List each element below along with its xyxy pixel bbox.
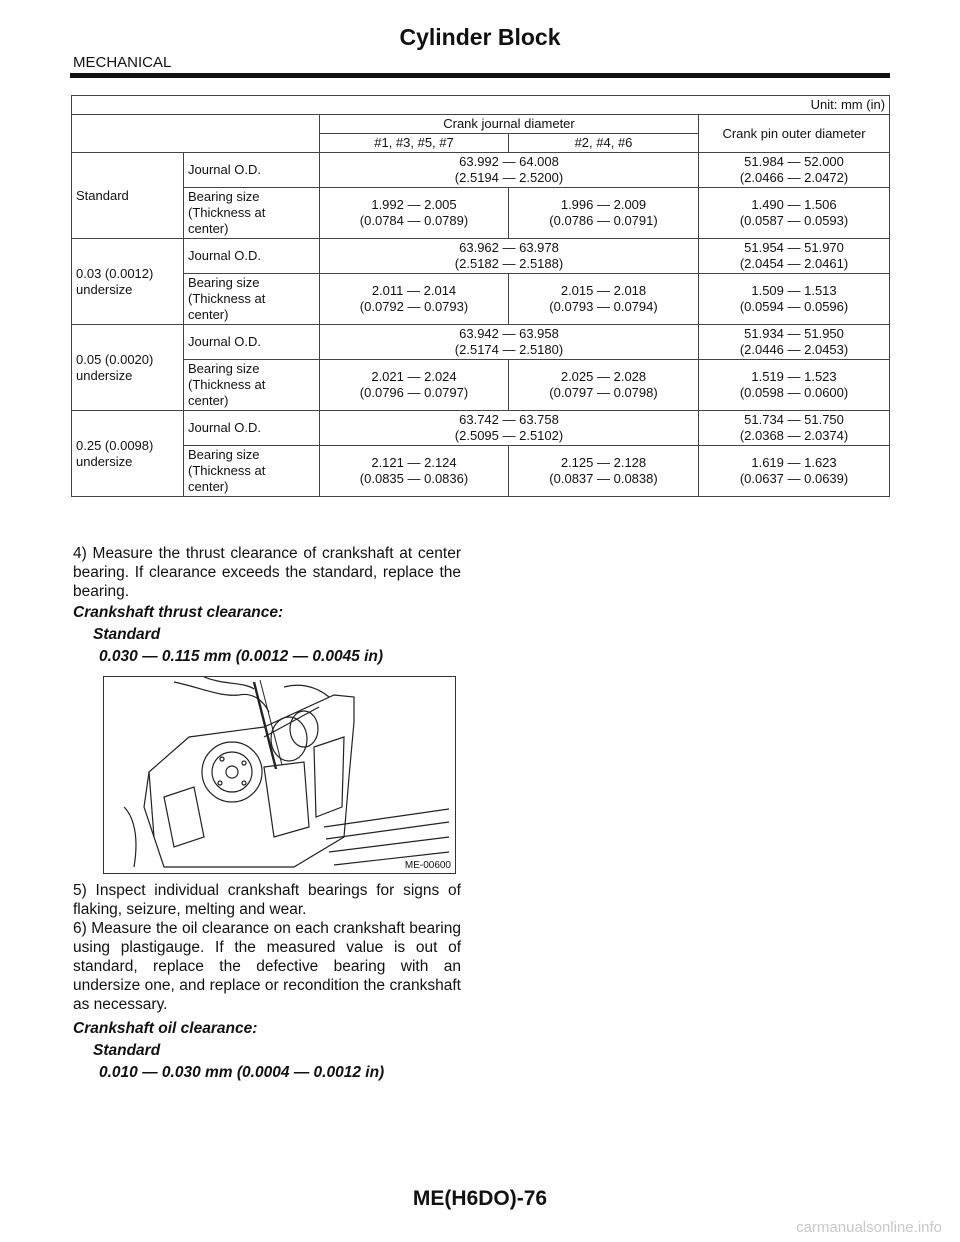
section-name: MECHANICAL — [73, 54, 172, 71]
table-row — [72, 274, 890, 325]
journal-even-value: 2.025 — 2.028 (0.0797 — 0.0798) — [509, 360, 699, 411]
crank-pin-value: 1.519 — 1.523 (0.0598 — 0.0600) — [699, 360, 890, 411]
watermark-text: carmanualsonline.info — [796, 1219, 942, 1236]
bearing-spec-table — [71, 95, 890, 497]
journal-even-value: 2.125 — 2.128 (0.0837 — 0.0838) — [509, 446, 699, 497]
journal-even-value: 1.996 — 2.009 (0.0786 — 0.0791) — [509, 188, 699, 239]
header-blank — [72, 115, 320, 153]
crank-pin-value: 1.509 — 1.513 (0.0594 — 0.0596) — [699, 274, 890, 325]
page-number: ME(H6DO)-76 — [412, 1187, 548, 1210]
measurement-name: Bearing size (Thickness at center) — [184, 274, 320, 325]
journal-value: 63.742 — 63.758 (2.5095 — 2.5102) — [320, 411, 699, 446]
header-crank-pin: Crank pin outer diameter — [699, 115, 890, 153]
journal-odd-value: 2.011 — 2.014 (0.0792 — 0.0793) — [320, 274, 509, 325]
thrust-standard-value: 0.030 — 0.115 mm (0.0012 — 0.0045 in) — [99, 648, 384, 665]
crank-pin-value: 51.954 — 51.970 (2.0454 — 2.0461) — [699, 239, 890, 274]
header-rule — [70, 73, 890, 78]
step-6-text: 6) Measure the oil clearance on each crankshaft bearing using plastigauge. If the measured value is out of standard, replace the defective bearing with an undersize one, and replace or recondition the crankshaft as necessary. — [73, 920, 461, 1013]
journal-even-value: 2.015 — 2.018 (0.0793 — 0.0794) — [509, 274, 699, 325]
crank-pin-value: 1.619 — 1.623 (0.0637 — 0.0639) — [699, 446, 890, 497]
crank-pin-value: 51.934 — 51.950 (2.0446 — 2.0453) — [699, 325, 890, 360]
journal-value: 63.942 — 63.958 (2.5174 — 2.5180) — [320, 325, 699, 360]
size-class-label: 0.25 (0.0098) undersize — [72, 411, 184, 497]
table-row — [72, 325, 890, 360]
journal-odd-value: 2.121 — 2.124 (0.0835 — 0.0836) — [320, 446, 509, 497]
size-class-label: 0.05 (0.0020) undersize — [72, 325, 184, 411]
oil-standard-label: Standard — [93, 1042, 161, 1059]
crank-pin-value: 1.490 — 1.506 (0.0587 — 0.0593) — [699, 188, 890, 239]
journal-value: 63.962 — 63.978 (2.5182 — 2.5188) — [320, 239, 699, 274]
unit-label: Unit: mm (in) — [72, 96, 890, 115]
measurement-name: Journal O.D. — [184, 239, 320, 274]
crankshaft-illustration — [104, 677, 455, 873]
page-title: Cylinder Block — [399, 24, 561, 50]
unit-row — [72, 96, 890, 115]
header-journal-even: #2, #4, #6 — [509, 134, 699, 153]
header-row-1 — [72, 115, 890, 134]
figure-code: ME-00600 — [404, 860, 451, 871]
step-4-text: 4) Measure the thrust clearance of crankshaft at center bearing. If clearance exceeds the standard, replace the bearing. — [73, 545, 461, 600]
table-row — [72, 446, 890, 497]
journal-odd-value: 1.992 — 2.005 (0.0784 — 0.0789) — [320, 188, 509, 239]
measurement-name: Bearing size (Thickness at center) — [184, 446, 320, 497]
header-crank-journal: Crank journal diameter — [320, 115, 699, 134]
header-journal-odd: #1, #3, #5, #7 — [320, 134, 509, 153]
measurement-name: Bearing size (Thickness at center) — [184, 188, 320, 239]
journal-odd-value: 2.021 — 2.024 (0.0796 — 0.0797) — [320, 360, 509, 411]
measurement-name: Journal O.D. — [184, 153, 320, 188]
crank-pin-value: 51.734 — 51.750 (2.0368 — 2.0374) — [699, 411, 890, 446]
size-class-label: Standard — [72, 153, 184, 239]
measurement-name: Journal O.D. — [184, 325, 320, 360]
table-row — [72, 239, 890, 274]
table-row — [72, 411, 890, 446]
crankshaft-thrust-figure — [103, 676, 456, 874]
size-class-label: 0.03 (0.0012) undersize — [72, 239, 184, 325]
table-row — [72, 188, 890, 239]
journal-value: 63.992 — 64.008 (2.5194 — 2.5200) — [320, 153, 699, 188]
measurement-name: Journal O.D. — [184, 411, 320, 446]
table-row — [72, 360, 890, 411]
step-5-text: 5) Inspect individual crankshaft bearings for signs of flaking, seizure, melting and wear. — [73, 882, 461, 918]
thrust-standard-label: Standard — [93, 626, 161, 643]
crank-pin-value: 51.984 — 52.000 (2.0466 — 2.0472) — [699, 153, 890, 188]
oil-standard-value: 0.010 — 0.030 mm (0.0004 — 0.0012 in) — [99, 1064, 385, 1081]
oil-clearance-label: Crankshaft oil clearance: — [73, 1020, 258, 1037]
measurement-name: Bearing size (Thickness at center) — [184, 360, 320, 411]
table-row — [72, 153, 890, 188]
thrust-clearance-label: Crankshaft thrust clearance: — [73, 604, 284, 621]
